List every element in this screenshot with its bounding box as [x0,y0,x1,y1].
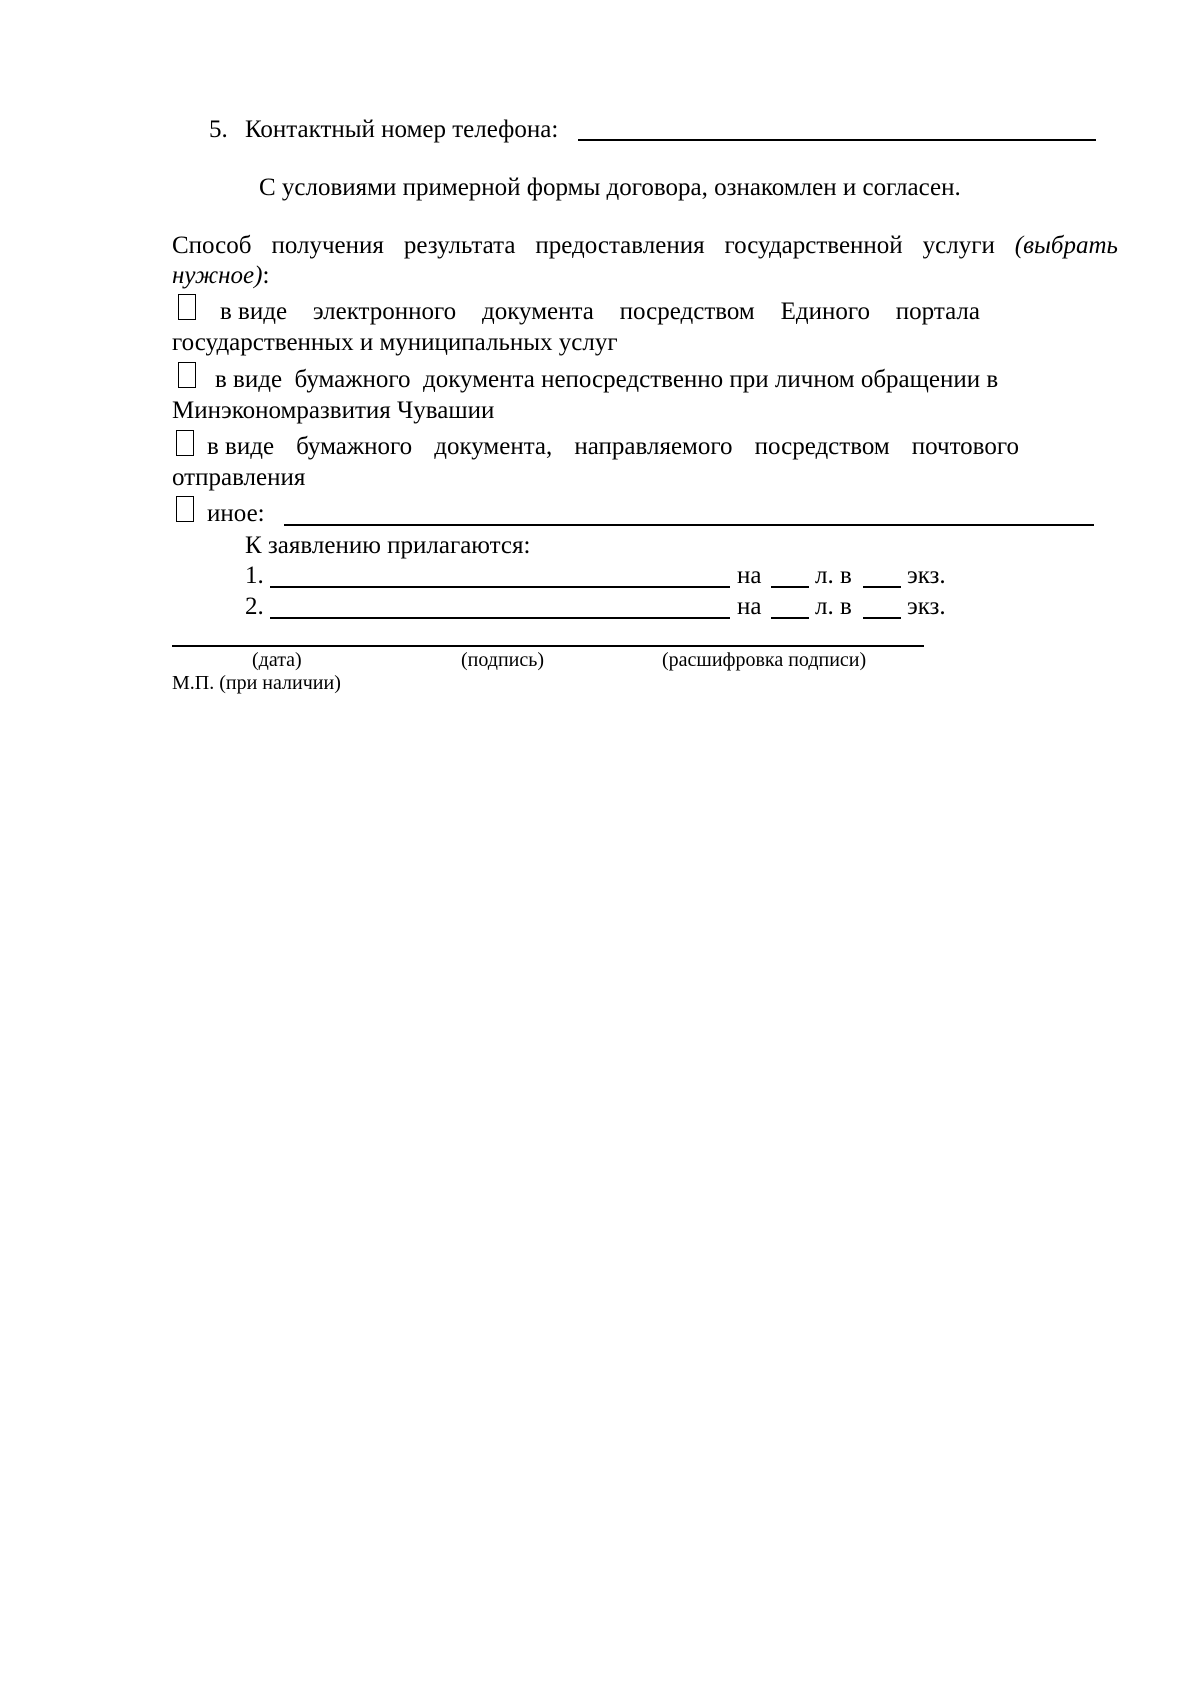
intro-word: услуги [922,232,995,259]
intro-word: Способ [172,232,252,259]
attachment-2-l: л. в [815,593,852,620]
intro-word: результата [403,232,516,259]
method-intro-line2 [172,263,269,288]
attachment-2-pages-line[interactable] [771,617,809,619]
phone-item-number: 5. [209,116,228,143]
intro-italic-b: нужное) [172,262,263,289]
option-other-label: иное: [207,500,265,527]
intro-word: государственной [724,232,903,259]
option-word: почтового [911,433,1019,460]
intro-colon: : [262,262,270,289]
checkbox-electronic[interactable] [178,294,196,320]
intro-italic-a: (выбрать [1014,232,1118,259]
option-word: посредством [754,433,890,460]
signature-line[interactable] [172,645,924,647]
signature-date-caption: (дата) [252,649,302,671]
checkbox-other[interactable] [176,496,194,522]
intro-word: предоставления [535,232,705,259]
option-electronic-line1 [220,299,980,324]
option-electronic-line2: государственных и муниципальных услуг [172,329,618,356]
option-word: портала [895,298,980,325]
option-word: электронного [312,298,457,325]
phone-row [209,117,228,142]
signature-decode-caption: (расшифровка подписи) [662,649,867,671]
phone-label: Контактный номер телефона: [245,116,559,143]
attachment-2-name-line[interactable] [270,617,730,619]
option-word: бумажного [296,433,413,460]
attachment-2-na: на [737,593,762,620]
method-intro-line1 [172,233,1118,258]
option-word: Единого [780,298,870,325]
attachment-1-ekz: экз. [907,562,946,589]
attachment-2-number: 2. [245,593,264,620]
option-paper-personal-line2: Минэкономразвития Чувашии [172,397,495,424]
option-word: в виде [220,298,288,325]
option-word: направляемого [574,433,733,460]
option-word: в виде [207,433,275,460]
option-paper-personal-line1: в виде бумажного документа непосредственно при личном обращении в [215,366,999,393]
attachments-heading: К заявлению прилагаются: [245,532,531,559]
phone-input-line[interactable] [578,139,1096,141]
option-paper-mail-line2: отправления [172,464,306,491]
option-other-input-line[interactable] [284,524,1094,526]
attachment-1-name-line[interactable] [270,586,730,588]
option-word: посредством [619,298,755,325]
attachment-2-ekz: экз. [907,593,946,620]
attachment-1-na: на [737,562,762,589]
option-paper-mail-line1 [207,434,1019,459]
option-word: документа, [434,433,553,460]
checkbox-paper-mail[interactable] [176,430,194,456]
stamp-caption: М.П. (при наличии) [172,672,341,694]
attachment-1-number: 1. [245,562,264,589]
phone-label-row [245,117,558,142]
attachment-2-copies-line[interactable] [863,617,901,619]
agreement-text: С условиями примерной формы договора, ознакомлен и согласен. [259,174,961,201]
attachment-1-l: л. в [815,562,852,589]
intro-word: получения [271,232,384,259]
attachment-1-pages-line[interactable] [771,586,809,588]
attachment-1-copies-line[interactable] [863,586,901,588]
signature-sign-caption: (подпись) [461,649,545,671]
checkbox-paper-personal[interactable] [178,362,196,388]
option-word: документа [482,298,594,325]
